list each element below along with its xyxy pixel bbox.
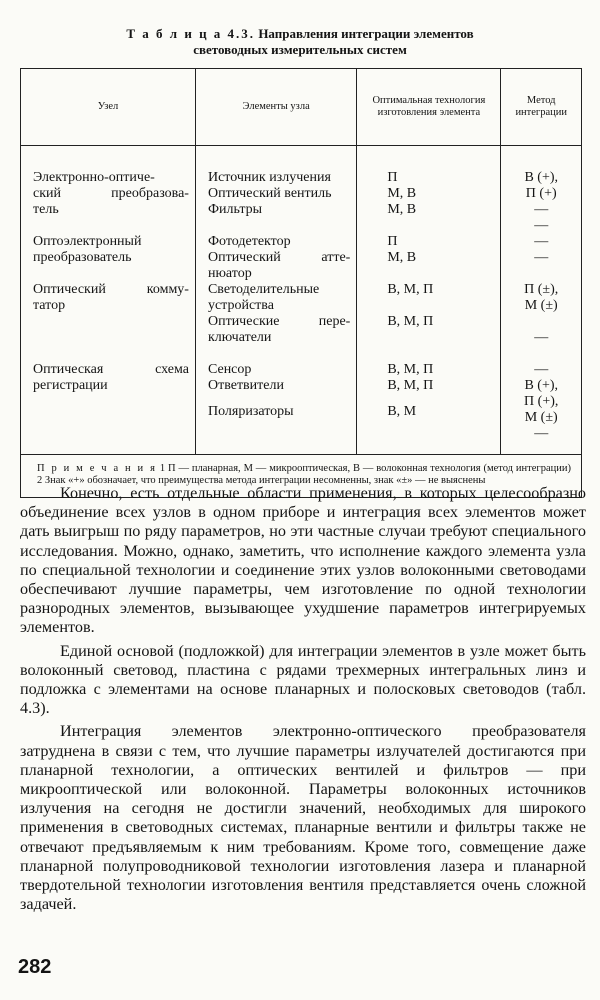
technology-value: В, М bbox=[387, 404, 417, 419]
table-row bbox=[21, 362, 582, 442]
table-row bbox=[21, 234, 582, 282]
method-value: — bbox=[534, 362, 549, 377]
table-header-row bbox=[21, 69, 582, 146]
node-cell bbox=[21, 146, 196, 235]
technology-cell bbox=[357, 234, 501, 282]
technology-value: М, В bbox=[387, 186, 417, 201]
body-text bbox=[20, 484, 586, 918]
technology-value: В, М, П bbox=[387, 314, 434, 329]
paragraph: Конечно, есть отдельные области применения, в которых целесообразно объединение всех узлов в одном приборе и интеграция всех элементов может дать выигрыш по ряду параметров, но эти частные случаи требуют специального исследования. Можно, однако, заметить, что исполнение каждого элемента узла по специальной технологии и соединение этих узлов волоконными световодами обеспечивают лучшие параметры, чем изготовление по одной технологии разнородных элементов, вызывающее ухудшение параметров интегрируемых элементов. bbox=[20, 484, 586, 637]
node-line: регистрации bbox=[33, 378, 108, 393]
method-cell bbox=[501, 362, 582, 442]
gap-cell bbox=[501, 442, 582, 455]
caption-title-line1: Направления интеграции элементов bbox=[258, 26, 474, 41]
node-line: тель bbox=[33, 202, 59, 217]
technology-cell bbox=[357, 146, 501, 235]
integration-table bbox=[20, 68, 582, 498]
spacer bbox=[387, 298, 500, 314]
element-line: Источник излучения bbox=[207, 170, 331, 185]
technology-cell bbox=[357, 282, 501, 362]
element-line: Оптический вентиль bbox=[207, 186, 332, 201]
method-value: — bbox=[534, 202, 549, 217]
header-elements: Элементы узла bbox=[195, 69, 356, 146]
header-technology: Оптимальная технология изготовления элемента bbox=[357, 69, 501, 146]
method-cell bbox=[501, 282, 582, 362]
elements-cell bbox=[195, 282, 356, 362]
paragraph: Единой основой (подложкой) для интеграции элементов в узле может быть волоконный световод, пластина с рядами трехмерных интегральных линз и подложка с элементами на основе планарных и полосковых световодов (табл. 4.3). bbox=[20, 641, 586, 718]
method-value: В (+), П (+), М (±) bbox=[524, 378, 559, 425]
technology-value: П bbox=[387, 234, 398, 249]
method-cell bbox=[501, 234, 582, 282]
technology-value: П bbox=[387, 170, 398, 185]
row-gap bbox=[21, 442, 582, 455]
technology-value: М, В bbox=[387, 250, 417, 265]
element-line: ключатели bbox=[207, 330, 272, 345]
note-label: П р и м е ч а н и я bbox=[37, 463, 157, 474]
gap-cell bbox=[21, 442, 196, 455]
element-line: Фильтры bbox=[207, 202, 263, 217]
header-method: Метод интеграции bbox=[501, 69, 582, 146]
method-cell bbox=[501, 146, 582, 235]
technology-value: В, М, П bbox=[387, 362, 434, 377]
technology-cell bbox=[357, 362, 501, 442]
element-line: Поляризаторы bbox=[207, 404, 294, 419]
table-row bbox=[21, 146, 582, 235]
method-value: — bbox=[534, 426, 549, 441]
header-node: Узел bbox=[21, 69, 196, 146]
node-line: Оптический комму- bbox=[33, 282, 189, 297]
method-value: П (±), М (±) bbox=[524, 282, 559, 313]
spacer bbox=[387, 330, 500, 346]
spacer bbox=[501, 346, 581, 362]
node-line: татор bbox=[33, 298, 66, 313]
element-line: Светоделительные bbox=[207, 282, 320, 297]
gap-cell bbox=[357, 442, 501, 455]
gap-cell bbox=[195, 442, 356, 455]
node-line: Оптическая схема bbox=[33, 362, 189, 377]
node-line: Электронно-оптиче- bbox=[33, 170, 155, 185]
node-line: Оптоэлектронный bbox=[33, 234, 142, 249]
method-value: — bbox=[534, 330, 549, 345]
table-body bbox=[21, 146, 582, 498]
element-line: Сенсор bbox=[207, 362, 252, 377]
caption-label: Т а б л и ц а 4.3. bbox=[126, 26, 256, 41]
table-caption bbox=[60, 26, 540, 58]
caption-title-line2: световодных измерительных систем bbox=[193, 42, 407, 57]
spacer bbox=[501, 266, 581, 282]
node-line: преобразователь bbox=[33, 250, 132, 265]
method-value: — bbox=[534, 218, 549, 233]
note-text: 1 П — планарная, М — микрооптическая, В — волоконная технология (метод интеграции) 2 Знак «+» обозначает, что преимущества метода интеграции несомненны, знак «±» — не выяснены bbox=[37, 463, 571, 486]
elements-cell bbox=[195, 146, 356, 235]
technology-value: В, М, П bbox=[387, 378, 434, 393]
element-line: Фотодетектор bbox=[207, 234, 291, 249]
element-line: нюатор bbox=[207, 266, 252, 281]
element-line: Ответвители bbox=[207, 378, 284, 393]
elements-cell bbox=[195, 362, 356, 442]
technology-value: В, М, П bbox=[387, 282, 434, 297]
spacer bbox=[387, 266, 500, 282]
technology-value: М, В bbox=[387, 202, 417, 217]
table-row bbox=[21, 282, 582, 362]
spacer bbox=[501, 314, 581, 330]
node-cell bbox=[21, 234, 196, 282]
element-line: устройства bbox=[207, 298, 274, 313]
method-value: В (+), П (+) bbox=[524, 170, 558, 201]
method-value: — bbox=[534, 234, 549, 249]
node-cell bbox=[21, 282, 196, 362]
method-value: — bbox=[534, 250, 549, 265]
element-line: Оптические пере- bbox=[207, 314, 351, 329]
page-number: 282 bbox=[18, 956, 52, 978]
node-line: ский преобразова- bbox=[33, 186, 189, 201]
paragraph: Интеграция элементов электронно-оптического преобразователя затруднена в связи с тем, что лучшие параметры излучателей достигаются при планарной технологии, а оптических вентилей и фильтров — при микрооптической или волоконной. Параметры волоконных источников излучения на сегодня не достигли значений, необходимых для широкого применения в световодных системах, планарные вентили и фильтры также не отвечают предъявляемым к ним требованиям. Кроме того, совмещение даже планарной полупроводниковой технологии изготовления лазера и планарной твердотельной технологии изготовления вентиля представляется очень сложной задачей. bbox=[20, 722, 586, 914]
elements-cell bbox=[195, 234, 356, 282]
node-cell bbox=[21, 362, 196, 442]
element-line: Оптический атте- bbox=[207, 250, 351, 265]
